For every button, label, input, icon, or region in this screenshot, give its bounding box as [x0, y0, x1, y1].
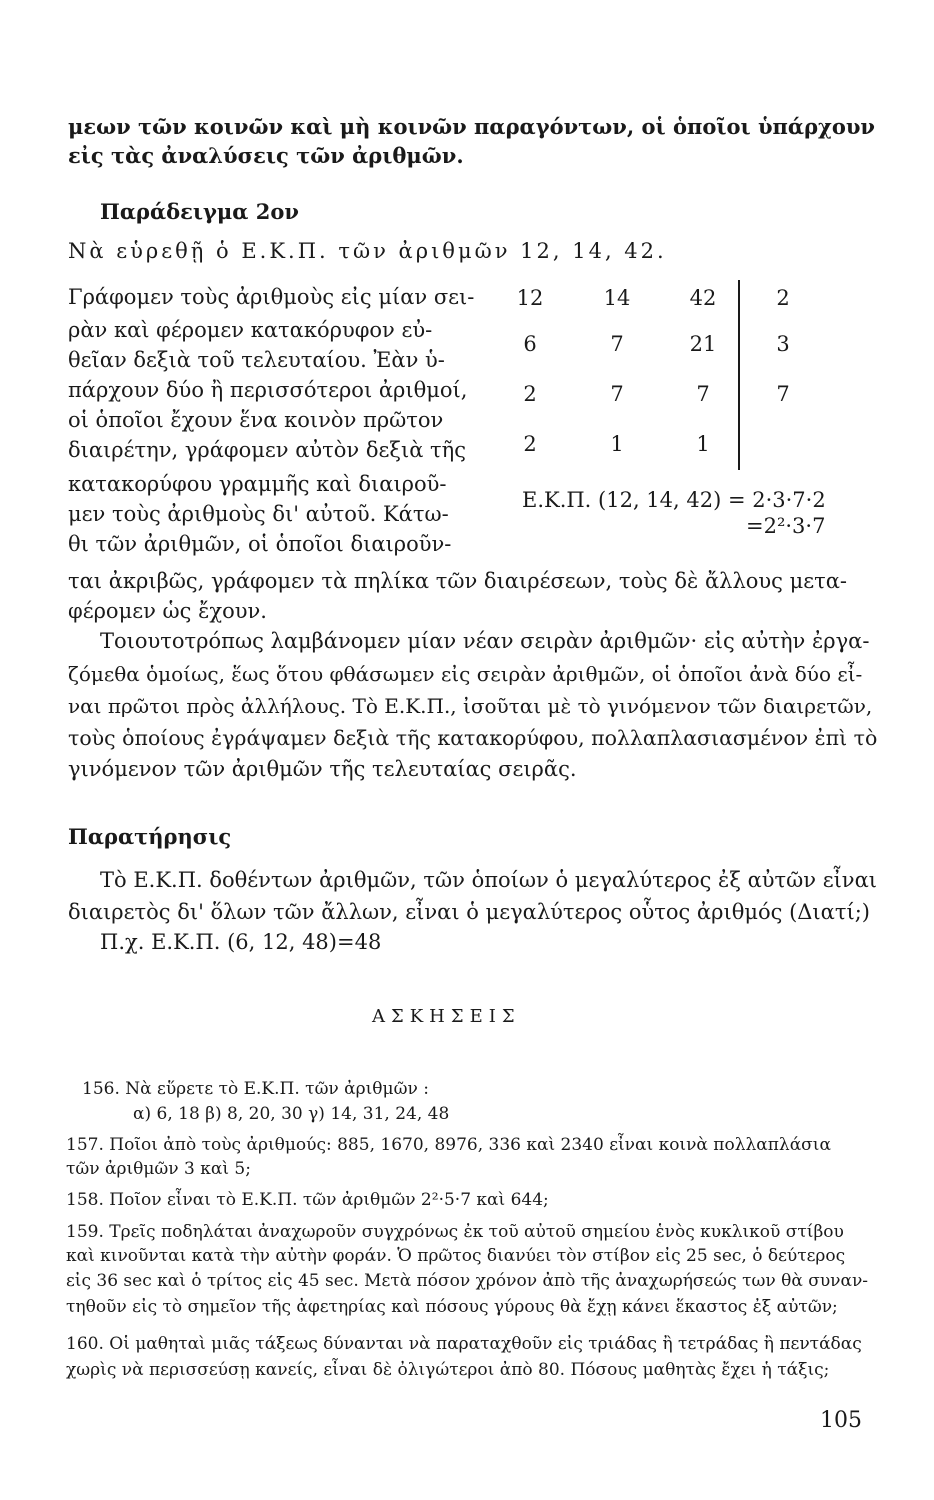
left-text-line: θι τῶν ἀριθμῶν, οἱ ὁποῖοι διαιροῦν-: [68, 532, 452, 556]
left-text-line: διαιρέτην, γράφομεν αὐτὸν δεξιὰ τῆς: [68, 438, 467, 462]
table-divisor: 7: [776, 382, 790, 406]
table-cell: 6: [523, 332, 537, 356]
para-line: ζόμεθα ὁμοίως, ἕως ὅτου φθάσωμεν εἰς σειρὰν ἀριθμῶν, οἱ ὁποῖοι ἀνὰ δύο εἶ-: [68, 662, 863, 686]
table-cell: 7: [696, 382, 710, 406]
cont-text-line: ται ἀκριβῶς, γράφομεν τὰ πηλίκα τῶν διαιρέσεων, τοὺς δὲ ἄλλους μετα-: [68, 569, 848, 593]
remark-line: Τὸ Ε.Κ.Π. δοθέντων ἀριθμῶν, τῶν ὁποίων ὁ μεγαλύτερος ἐξ αὐτῶν εἶναι: [100, 868, 877, 892]
remark-line: διαιρετὸς δι' ὅλων τῶν ἄλλων, εἶναι ὁ μεγαλύτερος οὗτος ἀριθμός (Διατί;): [68, 900, 870, 924]
example-title: Παράδειγμα 2ον: [100, 199, 299, 224]
lcm-result-line-2: =2²·3·7: [746, 514, 826, 538]
left-text-line: πάρχουν δύο ἢ περισσότεροι ἀριθμοί,: [68, 378, 468, 402]
lcm-result-line-1: Ε.Κ.Π. (12, 14, 42) = 2·3·7·2: [522, 488, 826, 512]
exercise-line: 160. Οἱ μαθηταὶ μιᾶς τάξεως δύνανται νὰ παραταχθοῦν εἰς τριάδας ἢ τετράδας ἢ πεντάδας: [66, 1334, 862, 1354]
para-line: ναι πρῶτοι πρὸς ἀλλήλους. Τὸ Ε.Κ.Π., ἰσοῦται μὲ τὸ γινόμενον τῶν διαιρετῶν,: [68, 694, 873, 718]
cont-text-line: φέρομεν ὡς ἔχουν.: [68, 599, 267, 623]
left-text-line: κατακορύφου γραμμῆς καὶ διαιροῦ-: [68, 472, 447, 496]
table-cell: 7: [610, 382, 624, 406]
exercises-heading: ΑΣΚΗΣΕΙΣ: [372, 1006, 521, 1027]
para-line: τοὺς ὁποίους ἐγράψαμεν δεξιὰ τῆς κατακορύφου, πολλαπλασιασμένον ἐπὶ τὸ: [68, 726, 878, 750]
left-text-line: οἱ ὁποῖοι ἔχουν ἕνα κοινὸν πρῶτον: [68, 408, 444, 432]
table-cell: 7: [610, 332, 624, 356]
intro-line-1: μεων τῶν κοινῶν καὶ μὴ κοινῶν παραγόντων, οἱ ὁποῖοι ὑπάρχουν: [68, 114, 876, 139]
exercise-line: καὶ κινοῦνται κατὰ τὴν αὐτὴν φοράν. Ὁ πρῶτος διανύει τὸν στίβον εἰς 25 sec, ὁ δεύτερος: [66, 1246, 846, 1266]
exercise-line: 158. Ποῖον εἶναι τὸ Ε.Κ.Π. τῶν ἀριθμῶν 2²·5·7 καὶ 644;: [66, 1190, 549, 1210]
exercise-line: α) 6, 18 β) 8, 20, 30 γ) 14, 31, 24, 48: [133, 1104, 450, 1124]
table-cell: 12: [516, 286, 544, 310]
exercise-line: τηθοῦν εἰς τὸ σημεῖον τῆς ἀφετηρίας καὶ πόσους γύρους θὰ ἔχῃ κάνει ἕκαστος ἐξ αὐτῶν;: [66, 1297, 838, 1317]
table-divisor: 3: [776, 332, 790, 356]
example-statement: Νὰ εὑρεθῇ ὁ Ε.Κ.Π. τῶν ἀριθμῶν 12, 14, 42.: [68, 239, 667, 263]
remark-title: Παρατήρησις: [68, 824, 232, 849]
table-cell: 2: [523, 382, 537, 406]
left-text-line: θεῖαν δεξιὰ τοῦ τελευταίου. Ἐὰν ὑ-: [68, 348, 445, 372]
exercise-line: εἰς 36 sec καὶ ὁ τρίτος εἰς 45 sec. Μετὰ πόσον χρόνον ἀπὸ τῆς ἀναχωρήσεώς των θὰ συναν-: [66, 1271, 869, 1291]
para-line: Τοιουτοτρόπως λαμβάνομεν μίαν νέαν σειρὰν ἀριθμῶν· εἰς αὐτὴν ἐργα-: [100, 629, 870, 653]
intro-line-2: εἰς τὰς ἀναλύσεις τῶν ἀριθμῶν.: [68, 143, 464, 168]
exercise-line: τῶν ἀριθμῶν 3 καὶ 5;: [66, 1159, 251, 1179]
table-cell: 21: [689, 332, 717, 356]
left-text-line: Γράφομεν τοὺς ἀριθμοὺς εἰς μίαν σει-: [68, 285, 475, 309]
exercise-line: χωρὶς νὰ περισσεύσῃ κανείς, εἶναι δὲ ὀλιγώτεροι ἀπὸ 80. Πόσους μαθητὰς ἔχει ἡ τάξις;: [66, 1360, 830, 1380]
remark-line: Π.χ. Ε.Κ.Π. (6, 12, 48)=48: [100, 930, 382, 954]
table-cell: 2: [523, 432, 537, 456]
table-cell: 1: [610, 432, 624, 456]
table-divisor: 2: [776, 286, 790, 310]
para-line: γινόμενον τῶν ἀριθμῶν τῆς τελευταίας σειρᾶς.: [68, 757, 577, 781]
table-cell: 14: [603, 286, 631, 310]
exercise-line: 157. Ποῖοι ἀπὸ τοὺς ἀριθμούς: 885, 1670, 8976, 336 καὶ 2340 εἶναι κοινὰ πολλαπλάσια: [66, 1135, 831, 1155]
left-text-line: μεν τοὺς ἀριθμοὺς δι' αὐτοῦ. Κάτω-: [68, 502, 449, 526]
table-cell: 42: [689, 286, 717, 310]
page-number: 105: [820, 1408, 862, 1433]
table-cell: 1: [696, 432, 710, 456]
vertical-divider: [738, 280, 740, 470]
exercise-line: 156. Νὰ εὕρετε τὸ Ε.Κ.Π. τῶν ἀριθμῶν :: [82, 1079, 429, 1099]
exercise-line: 159. Τρεῖς ποδηλάται ἀναχωροῦν συγχρόνως ἐκ τοῦ αὐτοῦ σημείου ἑνὸς κυκλικοῦ στίβου: [66, 1222, 844, 1242]
left-text-line: ρὰν καὶ φέρομεν κατακόρυφον εὐ-: [68, 318, 433, 342]
